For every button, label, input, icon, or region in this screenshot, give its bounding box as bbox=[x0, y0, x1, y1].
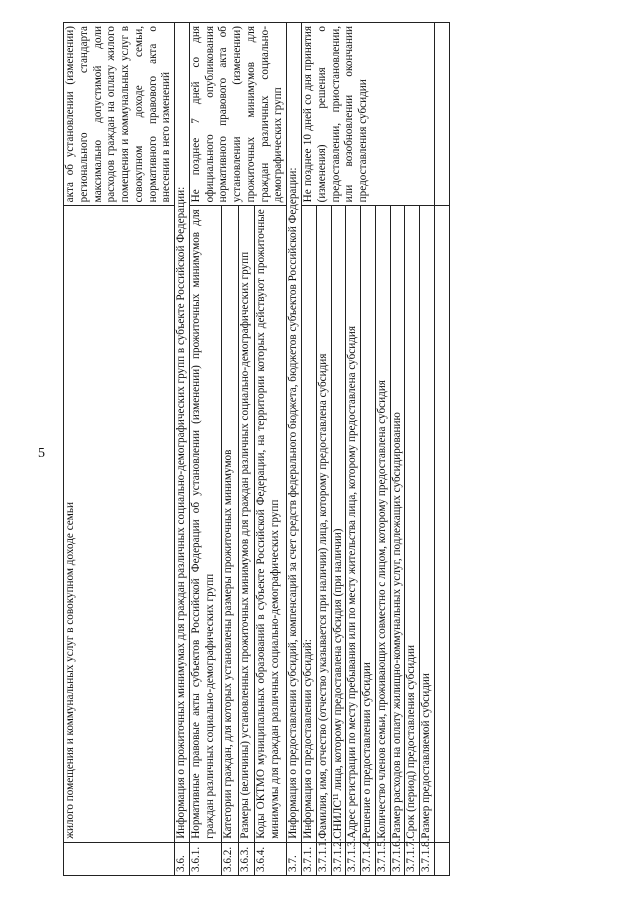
row-description: Размер предоставляемой субсидии bbox=[420, 206, 435, 842]
table-row bbox=[189, 23, 221, 876]
row-number: 3.7.1.7. bbox=[405, 842, 420, 875]
table-row bbox=[175, 23, 190, 876]
data-table bbox=[63, 22, 450, 876]
rotated-table-container bbox=[63, 22, 623, 876]
row-description: Размер расходов на оплату жилищно-коммунальных услуг, подлежащих субсидированию bbox=[390, 206, 405, 842]
page-number: 5 bbox=[38, 446, 45, 461]
table-row bbox=[287, 23, 302, 876]
row-description: СНИЛС¹¹ лица, которому предоставлена субсидия (при наличии) bbox=[331, 206, 346, 842]
row-number: 3.7.1. bbox=[302, 842, 317, 875]
row-number: 3.7.1.6. bbox=[390, 842, 405, 875]
row-description: Информация о предоставлении субсидий: bbox=[302, 206, 317, 842]
row-number: 3.7.1.3. bbox=[346, 842, 361, 875]
row-description: Категории граждан, для которых установлены размеры прожиточных минимумов bbox=[221, 206, 238, 842]
row-number: 3.7.1.4. bbox=[361, 842, 376, 875]
row-number: 3.7. bbox=[287, 842, 302, 875]
row-deadline: Не позднее 10 дней со дня принятия (изменения) решения о предоставлении, приостановлении, или возобновлении окончании предоставления субсидии bbox=[302, 23, 435, 206]
row-description: Адрес регистрации по месту пребывания или по месту жительства лица, которому предоставлена субсидия bbox=[346, 206, 361, 842]
row-deadline: акта об установлении (изменении) регионального стандарта максимально допустимой доли расходов граждан на оплату жилого помещения и коммунальных услуг в совокупном доходе семьи, нормативного правового акта о внесении в него изменений bbox=[64, 23, 175, 206]
row-number: 3.6.2. bbox=[221, 842, 238, 875]
row-description: Нормативные правовые акты субъектов Российской Федерации об установлении (изменении) прожиточных минимумов для граждан различных социально-демографических групп bbox=[189, 206, 221, 842]
row-number: 3.7.1.8. bbox=[420, 842, 435, 875]
row-description: жилого помещения и коммунальных услуг в совокупном доходе семьи bbox=[64, 206, 175, 842]
row-number: 3.7.1.5. bbox=[375, 842, 390, 875]
row-description: Количество членов семьи, проживающих совместно с лицом, которому предоставлена субсидия bbox=[375, 206, 390, 842]
table-row bbox=[302, 23, 317, 876]
row-description: Решение о предоставлении субсидии bbox=[361, 206, 376, 842]
row-description: Фамилия, имя, отчество (отчество указывается при наличии) лица, которому предоставлена субсидия bbox=[316, 206, 331, 842]
table-row bbox=[64, 23, 175, 876]
row-deadline: Не позднее 7 дней со дня официального опубликования нормативного правового акта об установлении (изменении) прожиточных минимумов для граждан различных социально-демографических групп bbox=[189, 23, 286, 206]
row-number: 3.6.1. bbox=[189, 842, 221, 875]
row-description: Информация о предоставлении субсидий, компенсаций за счет средств федерального бюджета, бюджетов субъектов Российской Федерации: bbox=[287, 23, 302, 843]
row-number: 3.6.4. bbox=[255, 842, 287, 875]
row-description: Размеры (величины) установленных прожиточных минимумов для граждан различных социально-демографических групп bbox=[238, 206, 255, 842]
row-description: Срок (период) предоставления субсидии bbox=[405, 206, 420, 842]
row-number: 3.7.1.1. bbox=[316, 842, 331, 875]
row-description: Информация о прожиточных минимумах для граждан различных социально-демографических групп в субъекте Российской Федерации: bbox=[175, 23, 190, 843]
row-number: 3.6. bbox=[175, 842, 190, 875]
row-description: Коды ОКТМО муниципальных образований в субъекте Российской Федерации, на территории которых действуют прожиточные минимумы для граждан различных социально-демографических групп bbox=[255, 206, 287, 842]
stub-row bbox=[434, 23, 449, 876]
row-number: 3.6.3. bbox=[238, 842, 255, 875]
row-number bbox=[64, 842, 175, 875]
row-number: 3.7.1.2. bbox=[331, 842, 346, 875]
